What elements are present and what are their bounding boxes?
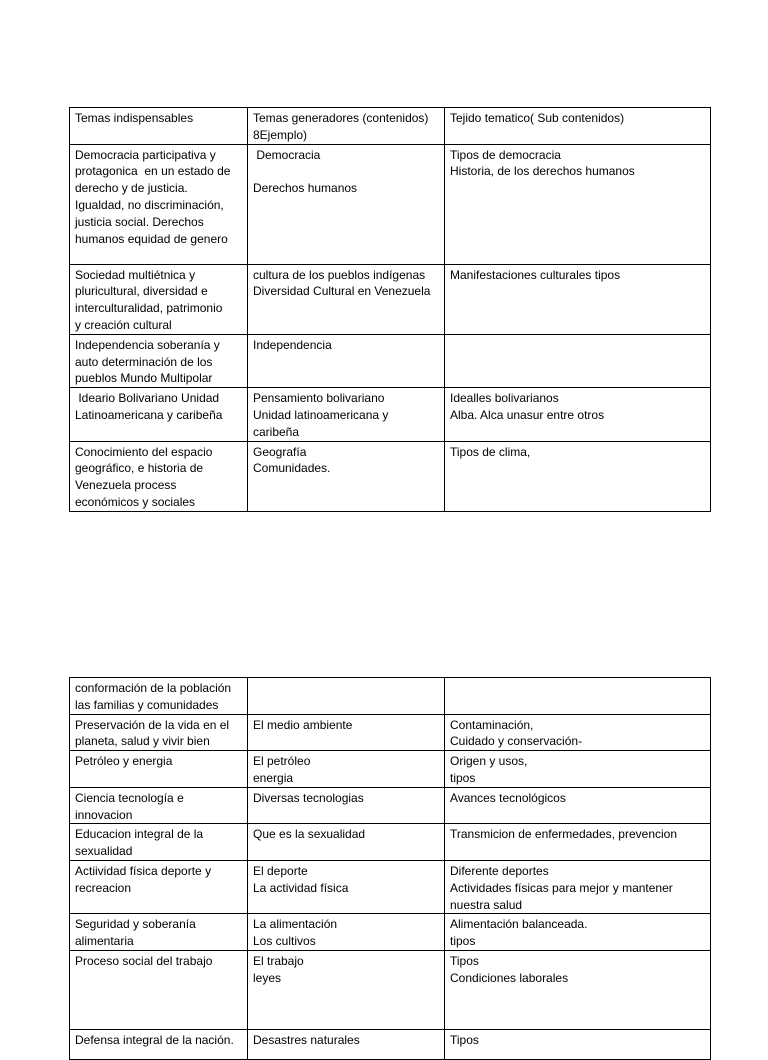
cell-line: Transmicion de enfermedades, prevencion bbox=[450, 827, 678, 842]
table-cell bbox=[248, 950, 445, 1029]
cell-line: Independencia bbox=[253, 337, 332, 352]
table-row bbox=[70, 714, 711, 751]
table-row bbox=[70, 860, 711, 913]
cell-line: Educacion integral de la bbox=[75, 827, 204, 842]
cell-line: Condiciones laborales bbox=[450, 970, 569, 985]
table-cell bbox=[70, 751, 248, 788]
table-cell bbox=[70, 950, 248, 1029]
table-cell bbox=[248, 860, 445, 913]
cell-line: Diferente deportes bbox=[450, 863, 549, 878]
cell-line: Diversas tecnologias bbox=[253, 790, 364, 805]
table-row bbox=[70, 388, 711, 441]
cell-line: Proceso social del trabajo bbox=[75, 953, 213, 968]
table-cell bbox=[70, 787, 248, 824]
table-row bbox=[70, 334, 711, 387]
cell-line: Tipos bbox=[450, 1032, 479, 1047]
table-cell bbox=[70, 264, 248, 334]
table-cell bbox=[248, 714, 445, 751]
cell-line: Democracia participativa y bbox=[75, 147, 216, 162]
cell-line: alimentaria bbox=[75, 934, 134, 949]
cell-line: Democracia bbox=[253, 147, 321, 162]
cell-line: Unidad latinoamericana y bbox=[253, 407, 389, 422]
table-cell bbox=[248, 914, 445, 951]
table-row bbox=[70, 1029, 711, 1059]
cell-line: energia bbox=[253, 770, 294, 785]
cell-line: El medio ambiente bbox=[253, 717, 353, 732]
cell-line: Tipos de democracia bbox=[450, 147, 561, 162]
cell-line: las familias y comunidades bbox=[75, 697, 219, 712]
cell-line: Seguridad y soberanía bbox=[75, 917, 196, 932]
table-cell bbox=[445, 264, 711, 334]
cell-line: Defensa integral de la nación. bbox=[75, 1032, 234, 1047]
table-cell bbox=[248, 1029, 445, 1059]
table-cell bbox=[70, 441, 248, 511]
cell-line: Independencia soberanía y bbox=[75, 337, 220, 352]
cell-line: Geografía bbox=[253, 444, 307, 459]
cell-line: Conocimiento del espacio bbox=[75, 444, 213, 459]
cell-line: planeta, salud y vivir bien bbox=[75, 734, 210, 749]
table-cell bbox=[445, 950, 711, 1029]
cell-line: Desastres naturales bbox=[253, 1032, 360, 1047]
cell-line: Los cultivos bbox=[253, 934, 316, 949]
cell-line: Venezuela process bbox=[75, 478, 177, 493]
table-row bbox=[70, 950, 711, 1029]
cell-line: Comunidades. bbox=[253, 461, 331, 476]
cell-line: nuestra salud bbox=[450, 897, 523, 912]
table-cell bbox=[70, 1029, 248, 1059]
cell-line: Igualdad, no discriminación, bbox=[75, 197, 224, 212]
cell-line: conformación de la población bbox=[75, 681, 232, 695]
cell-line: El trabajo bbox=[253, 953, 304, 968]
cell-line: sexualidad bbox=[75, 844, 133, 859]
table-cell bbox=[445, 144, 711, 264]
cell-line: Origen y usos, bbox=[450, 754, 528, 769]
table-cell bbox=[445, 714, 711, 751]
cell-line: geográfico, e historia de bbox=[75, 461, 204, 476]
table-cell bbox=[70, 388, 248, 441]
table-cell bbox=[445, 678, 711, 715]
cell-line: Pensamiento bolivariano bbox=[253, 391, 385, 406]
cell-line: protagonica en un estado de bbox=[75, 164, 231, 179]
cell-line: económicos y sociales bbox=[75, 494, 196, 509]
table-header-row bbox=[70, 108, 711, 145]
cell-line: y creación cultural bbox=[75, 317, 172, 332]
table-cell bbox=[445, 1029, 711, 1059]
table-cell bbox=[248, 334, 445, 387]
cell-line: Latinoamericana y caribeña bbox=[75, 407, 223, 422]
cell-line: tipos bbox=[450, 934, 476, 949]
content-table-1 bbox=[69, 107, 711, 512]
cell-line: pueblos Mundo Multipolar bbox=[75, 371, 213, 386]
cell-line: humanos equidad de genero bbox=[75, 231, 228, 246]
cell-line: pluricultural, diversidad e bbox=[75, 284, 208, 299]
header-cell: Temas generadores (contenidos) 8Ejemplo) bbox=[248, 108, 445, 145]
cell-line: Sociedad multiétnica y bbox=[75, 267, 196, 282]
table-row bbox=[70, 144, 711, 264]
cell-line: Preservación de la vida en el bbox=[75, 717, 230, 732]
header-cell: Temas indispensables bbox=[70, 108, 248, 145]
table-cell bbox=[445, 441, 711, 511]
table-cell bbox=[248, 441, 445, 511]
table-row bbox=[70, 787, 711, 824]
table-cell bbox=[70, 714, 248, 751]
table-cell bbox=[70, 334, 248, 387]
cell-line: interculturalidad, patrimonio bbox=[75, 301, 223, 316]
table-cell bbox=[445, 751, 711, 788]
cell-line: Diversidad Cultural en Venezuela bbox=[253, 284, 431, 299]
cell-line: derecho y de justicia. bbox=[75, 181, 188, 196]
cell-line: Actividades físicas para mejor y mantener bbox=[450, 880, 673, 895]
cell-line: cultura de los pueblos indígenas bbox=[253, 267, 426, 282]
table-cell bbox=[445, 914, 711, 951]
cell-line: justicia social. Derechos bbox=[75, 214, 204, 229]
cell-line: Contaminación, bbox=[450, 717, 534, 732]
cell-line: La alimentación bbox=[253, 917, 338, 932]
table-cell bbox=[70, 144, 248, 264]
cell-line: Ideario Bolivariano Unidad bbox=[75, 391, 220, 406]
table-cell bbox=[248, 824, 445, 861]
cell-line: La actividad física bbox=[253, 880, 349, 895]
table-row bbox=[70, 751, 711, 788]
cell-line: Manifestaciones culturales tipos bbox=[450, 267, 621, 282]
cell-line: Historia, de los derechos humanos bbox=[450, 164, 635, 179]
cell-line bbox=[253, 163, 440, 180]
table-cell bbox=[70, 824, 248, 861]
table-cell bbox=[445, 787, 711, 824]
table-cell bbox=[70, 914, 248, 951]
cell-line: Tipos bbox=[450, 953, 479, 968]
cell-line: El petróleo bbox=[253, 754, 311, 769]
table-cell bbox=[445, 388, 711, 441]
cell-line: Alba. Alca unasur entre otros bbox=[450, 407, 605, 422]
cell-line: recreacion bbox=[75, 880, 132, 895]
table-row bbox=[70, 914, 711, 951]
cell-line: Petróleo y energia bbox=[75, 754, 173, 769]
cell-line: Tipos de clima, bbox=[450, 444, 531, 459]
header-cell: Tejido tematico( Sub contenidos) bbox=[445, 108, 711, 145]
table-cell bbox=[248, 678, 445, 715]
cell-line: Alimentación balanceada. bbox=[450, 917, 588, 932]
table-cell bbox=[248, 388, 445, 441]
table-row bbox=[70, 824, 711, 861]
cell-line: Avances tecnológicos bbox=[450, 790, 566, 805]
cell-line: tipos bbox=[450, 770, 476, 785]
table-cell bbox=[445, 860, 711, 913]
cell-line: Derechos humanos bbox=[253, 181, 358, 196]
table-cell bbox=[248, 787, 445, 824]
cell-line: Actiividad física deporte y bbox=[75, 863, 212, 878]
table-cell bbox=[445, 824, 711, 861]
cell-line: innovacion bbox=[75, 807, 133, 822]
cell-line: caribeña bbox=[253, 424, 300, 439]
table-cell bbox=[248, 751, 445, 788]
content-table-2 bbox=[69, 677, 711, 1060]
table-row bbox=[70, 678, 711, 715]
cell-line: Que es la sexualidad bbox=[253, 827, 366, 842]
table-cell bbox=[70, 678, 248, 715]
cell-line: El deporte bbox=[253, 863, 308, 878]
table-cell bbox=[248, 264, 445, 334]
table-cell bbox=[248, 144, 445, 264]
table-row bbox=[70, 264, 711, 334]
table-cell bbox=[70, 860, 248, 913]
cell-line: auto determinación de los bbox=[75, 354, 213, 369]
cell-line: leyes bbox=[253, 970, 282, 985]
table-cell bbox=[445, 334, 711, 387]
cell-line: Cuidado y conservación- bbox=[450, 734, 583, 749]
table-row bbox=[70, 441, 711, 511]
cell-line: Ciencia tecnología e bbox=[75, 790, 184, 805]
cell-line: Idealles bolivarianos bbox=[450, 391, 559, 406]
